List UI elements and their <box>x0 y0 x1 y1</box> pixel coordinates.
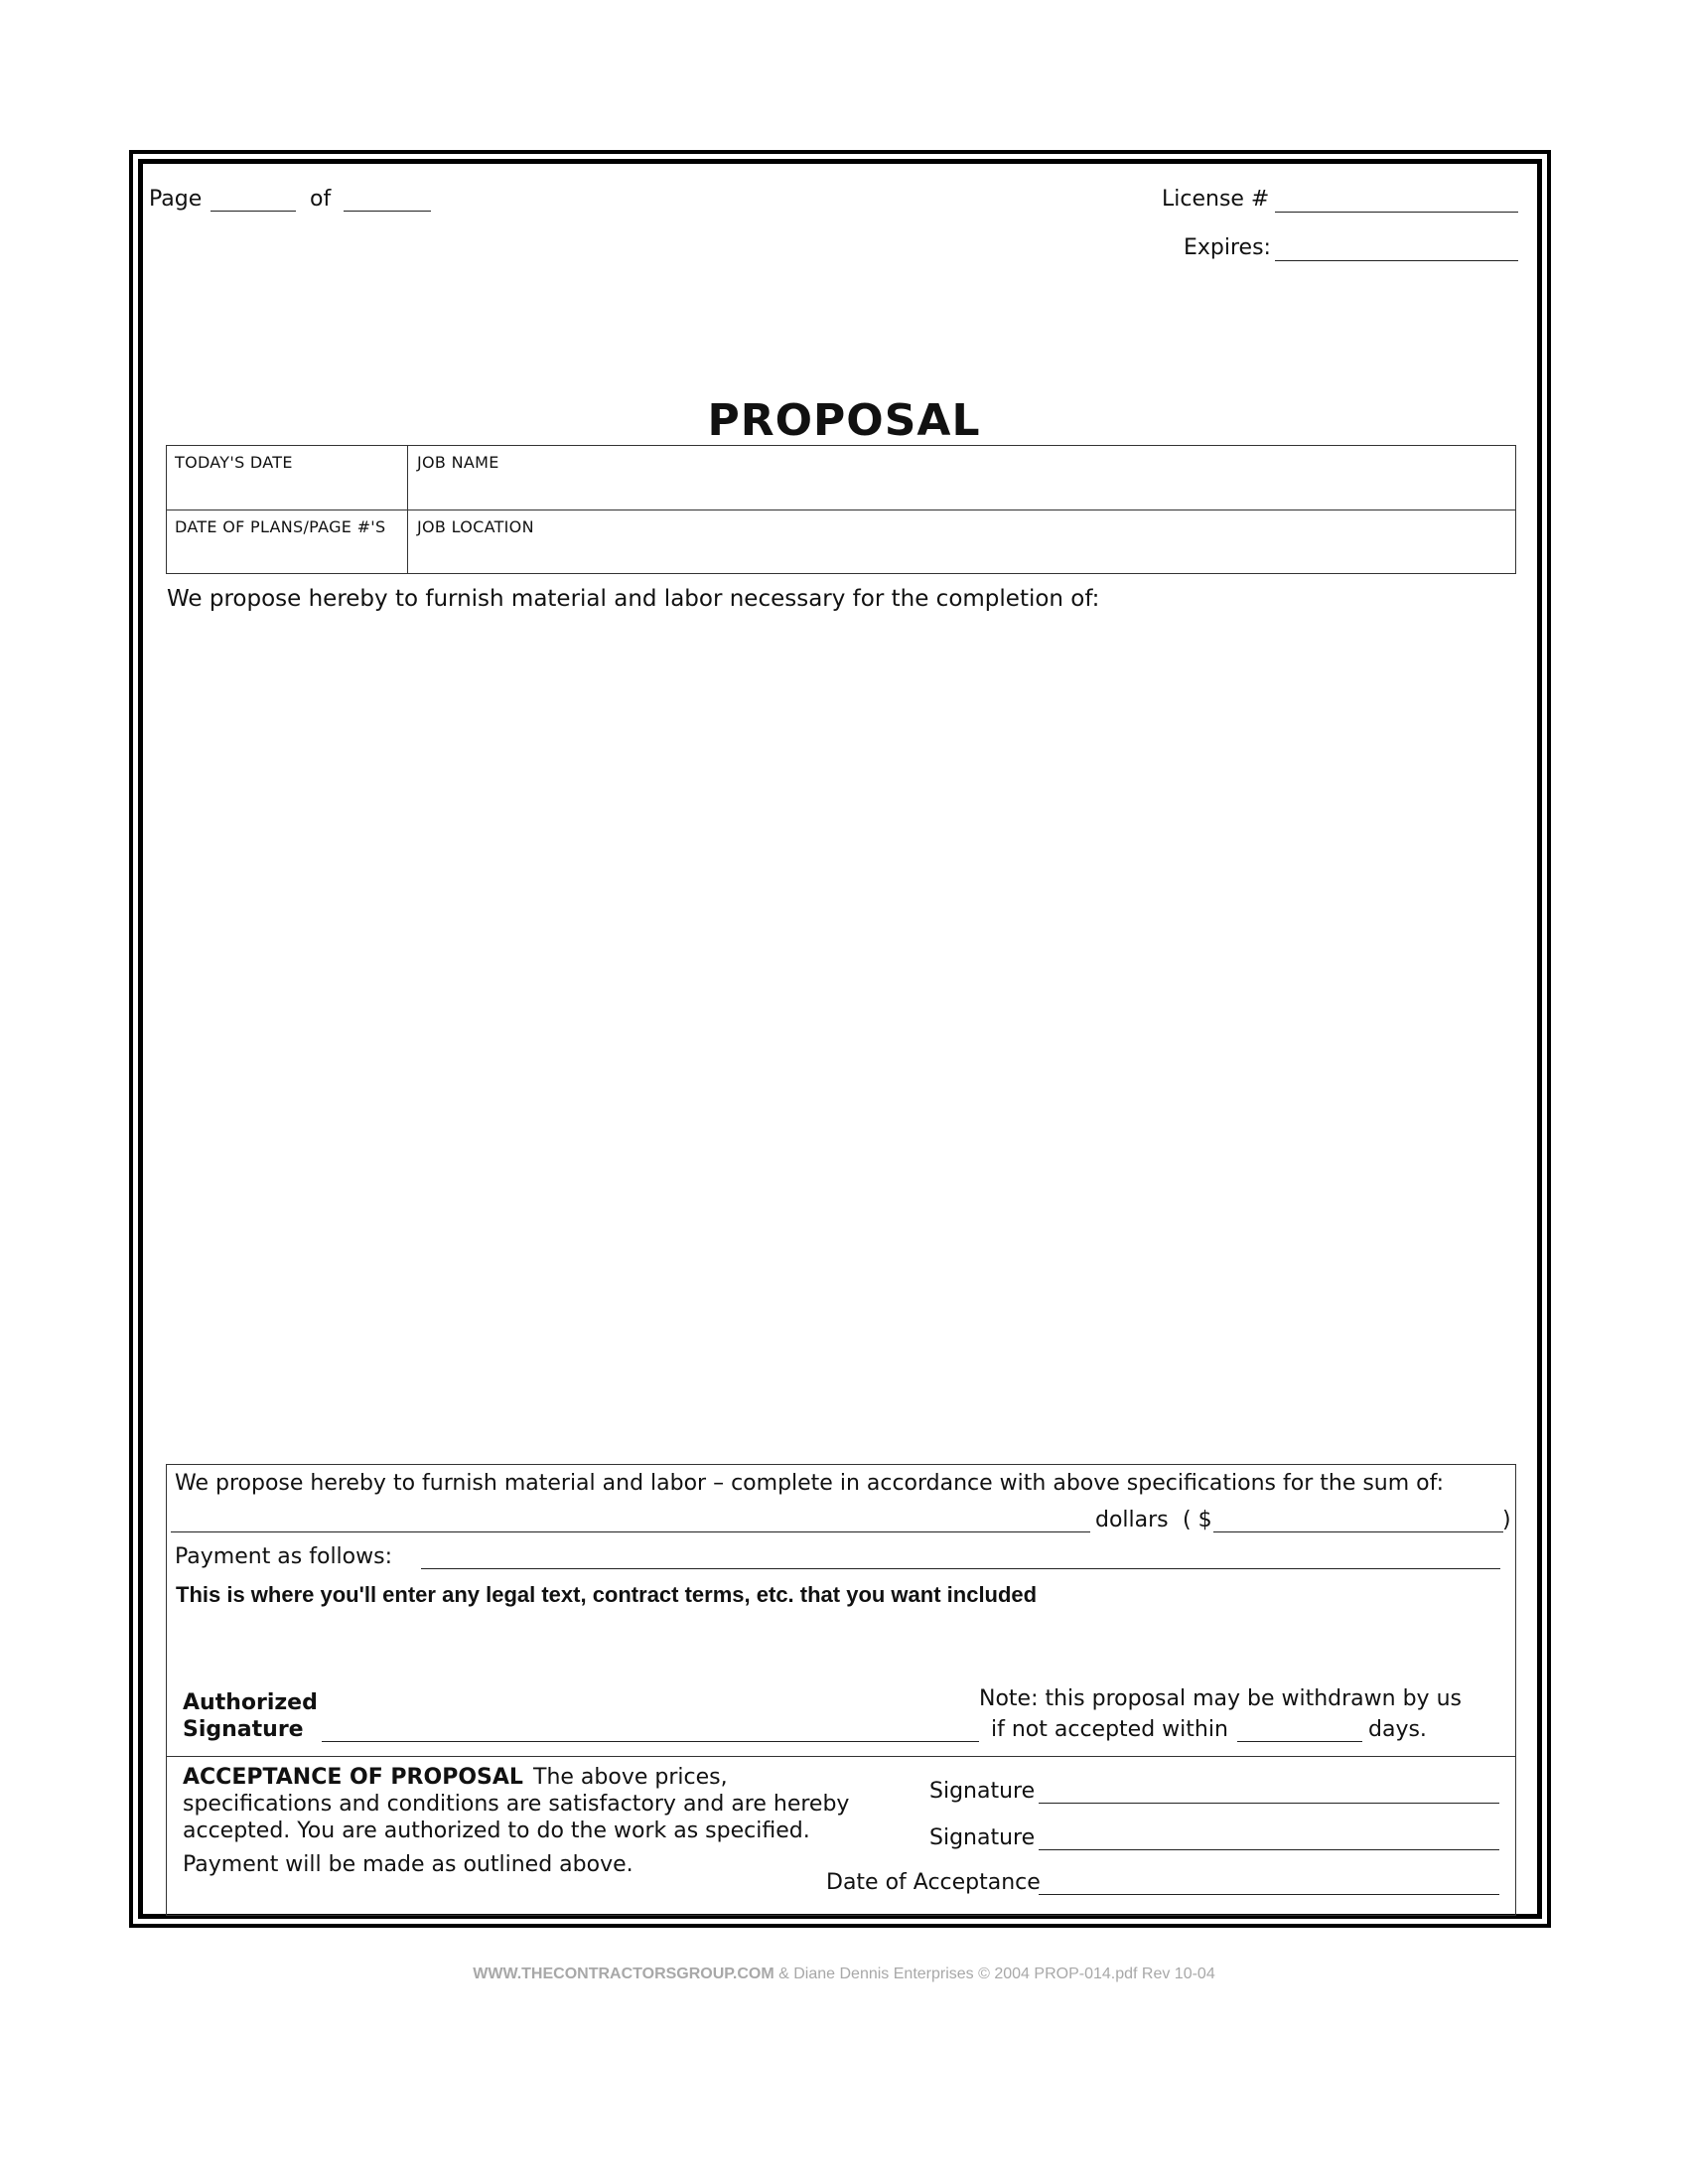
acceptance-text-line2: specifications and conditions are satisfactory and are hereby <box>183 1792 850 1817</box>
date-of-plans-label: DATE OF PLANS/PAGE #'S <box>175 517 386 536</box>
of-label: of <box>310 187 332 212</box>
signature-label-1: Signature <box>929 1779 1036 1804</box>
authorized-signature-field[interactable] <box>322 1741 979 1742</box>
note-line2-b: days. <box>1368 1717 1427 1742</box>
authorized-label-line2: Signature <box>183 1717 304 1742</box>
acceptance-divider <box>166 1756 1516 1757</box>
authorized-label-line1: Authorized <box>183 1690 318 1715</box>
page-total-field[interactable] <box>344 211 431 212</box>
page-label: Page <box>149 187 203 212</box>
amount-words-field[interactable] <box>171 1531 1090 1532</box>
footer-site: WWW.THECONTRACTORSGROUP.COM <box>473 1966 774 1982</box>
acceptance-text-line4: Payment will be made as outlined above. <box>183 1852 633 1877</box>
todays-date-label: TODAY'S DATE <box>175 453 293 472</box>
footer-copyright: & Diane Dennis Enterprises © 2004 PROP-014.pdf Rev 10-04 <box>774 1966 1215 1982</box>
license-field[interactable] <box>1275 212 1518 213</box>
acceptance-heading: ACCEPTANCE OF PROPOSAL <box>183 1765 523 1790</box>
acceptance-text-line1: The above prices, <box>533 1765 728 1790</box>
signature-field-2[interactable] <box>1039 1849 1499 1850</box>
note-line1: Note: this proposal may be withdrawn by us <box>979 1686 1462 1711</box>
license-label: License # <box>1162 187 1270 212</box>
date-of-acceptance-field[interactable] <box>1039 1894 1499 1895</box>
footer <box>0 1966 1688 1983</box>
job-name-label: JOB NAME <box>417 453 499 472</box>
days-field[interactable] <box>1237 1741 1362 1742</box>
page-title: PROPOSAL <box>707 395 981 446</box>
dollar-close-label: ) <box>1502 1508 1511 1532</box>
page-number-field[interactable] <box>211 211 296 212</box>
work-description-area[interactable] <box>167 626 1513 1450</box>
job-location-label: JOB LOCATION <box>417 517 534 536</box>
date-of-acceptance-label: Date of Acceptance <box>826 1870 1041 1895</box>
note-line2-a: if not accepted within <box>991 1717 1228 1742</box>
dollars-label: dollars <box>1095 1508 1169 1532</box>
expires-field[interactable] <box>1275 260 1518 261</box>
completion-intro: We propose hereby to furnish material and labor necessary for the completion of: <box>167 586 1100 612</box>
sum-text: We propose hereby to furnish material and labor – complete in accordance with above specifications for the sum of: <box>175 1471 1445 1496</box>
amount-field[interactable] <box>1213 1531 1503 1532</box>
signature-field-1[interactable] <box>1039 1803 1499 1804</box>
payment-field[interactable] <box>421 1568 1500 1569</box>
legal-text: This is where you'll enter any legal text, contract terms, etc. that you want included <box>176 1582 1038 1607</box>
acceptance-text-line3: accepted. You are authorized to do the work as specified. <box>183 1819 810 1843</box>
payment-label: Payment as follows: <box>175 1544 393 1569</box>
expires-label: Expires: <box>1184 235 1271 260</box>
dollar-open-label: ( $ <box>1183 1508 1212 1532</box>
signature-label-2: Signature <box>929 1825 1036 1850</box>
